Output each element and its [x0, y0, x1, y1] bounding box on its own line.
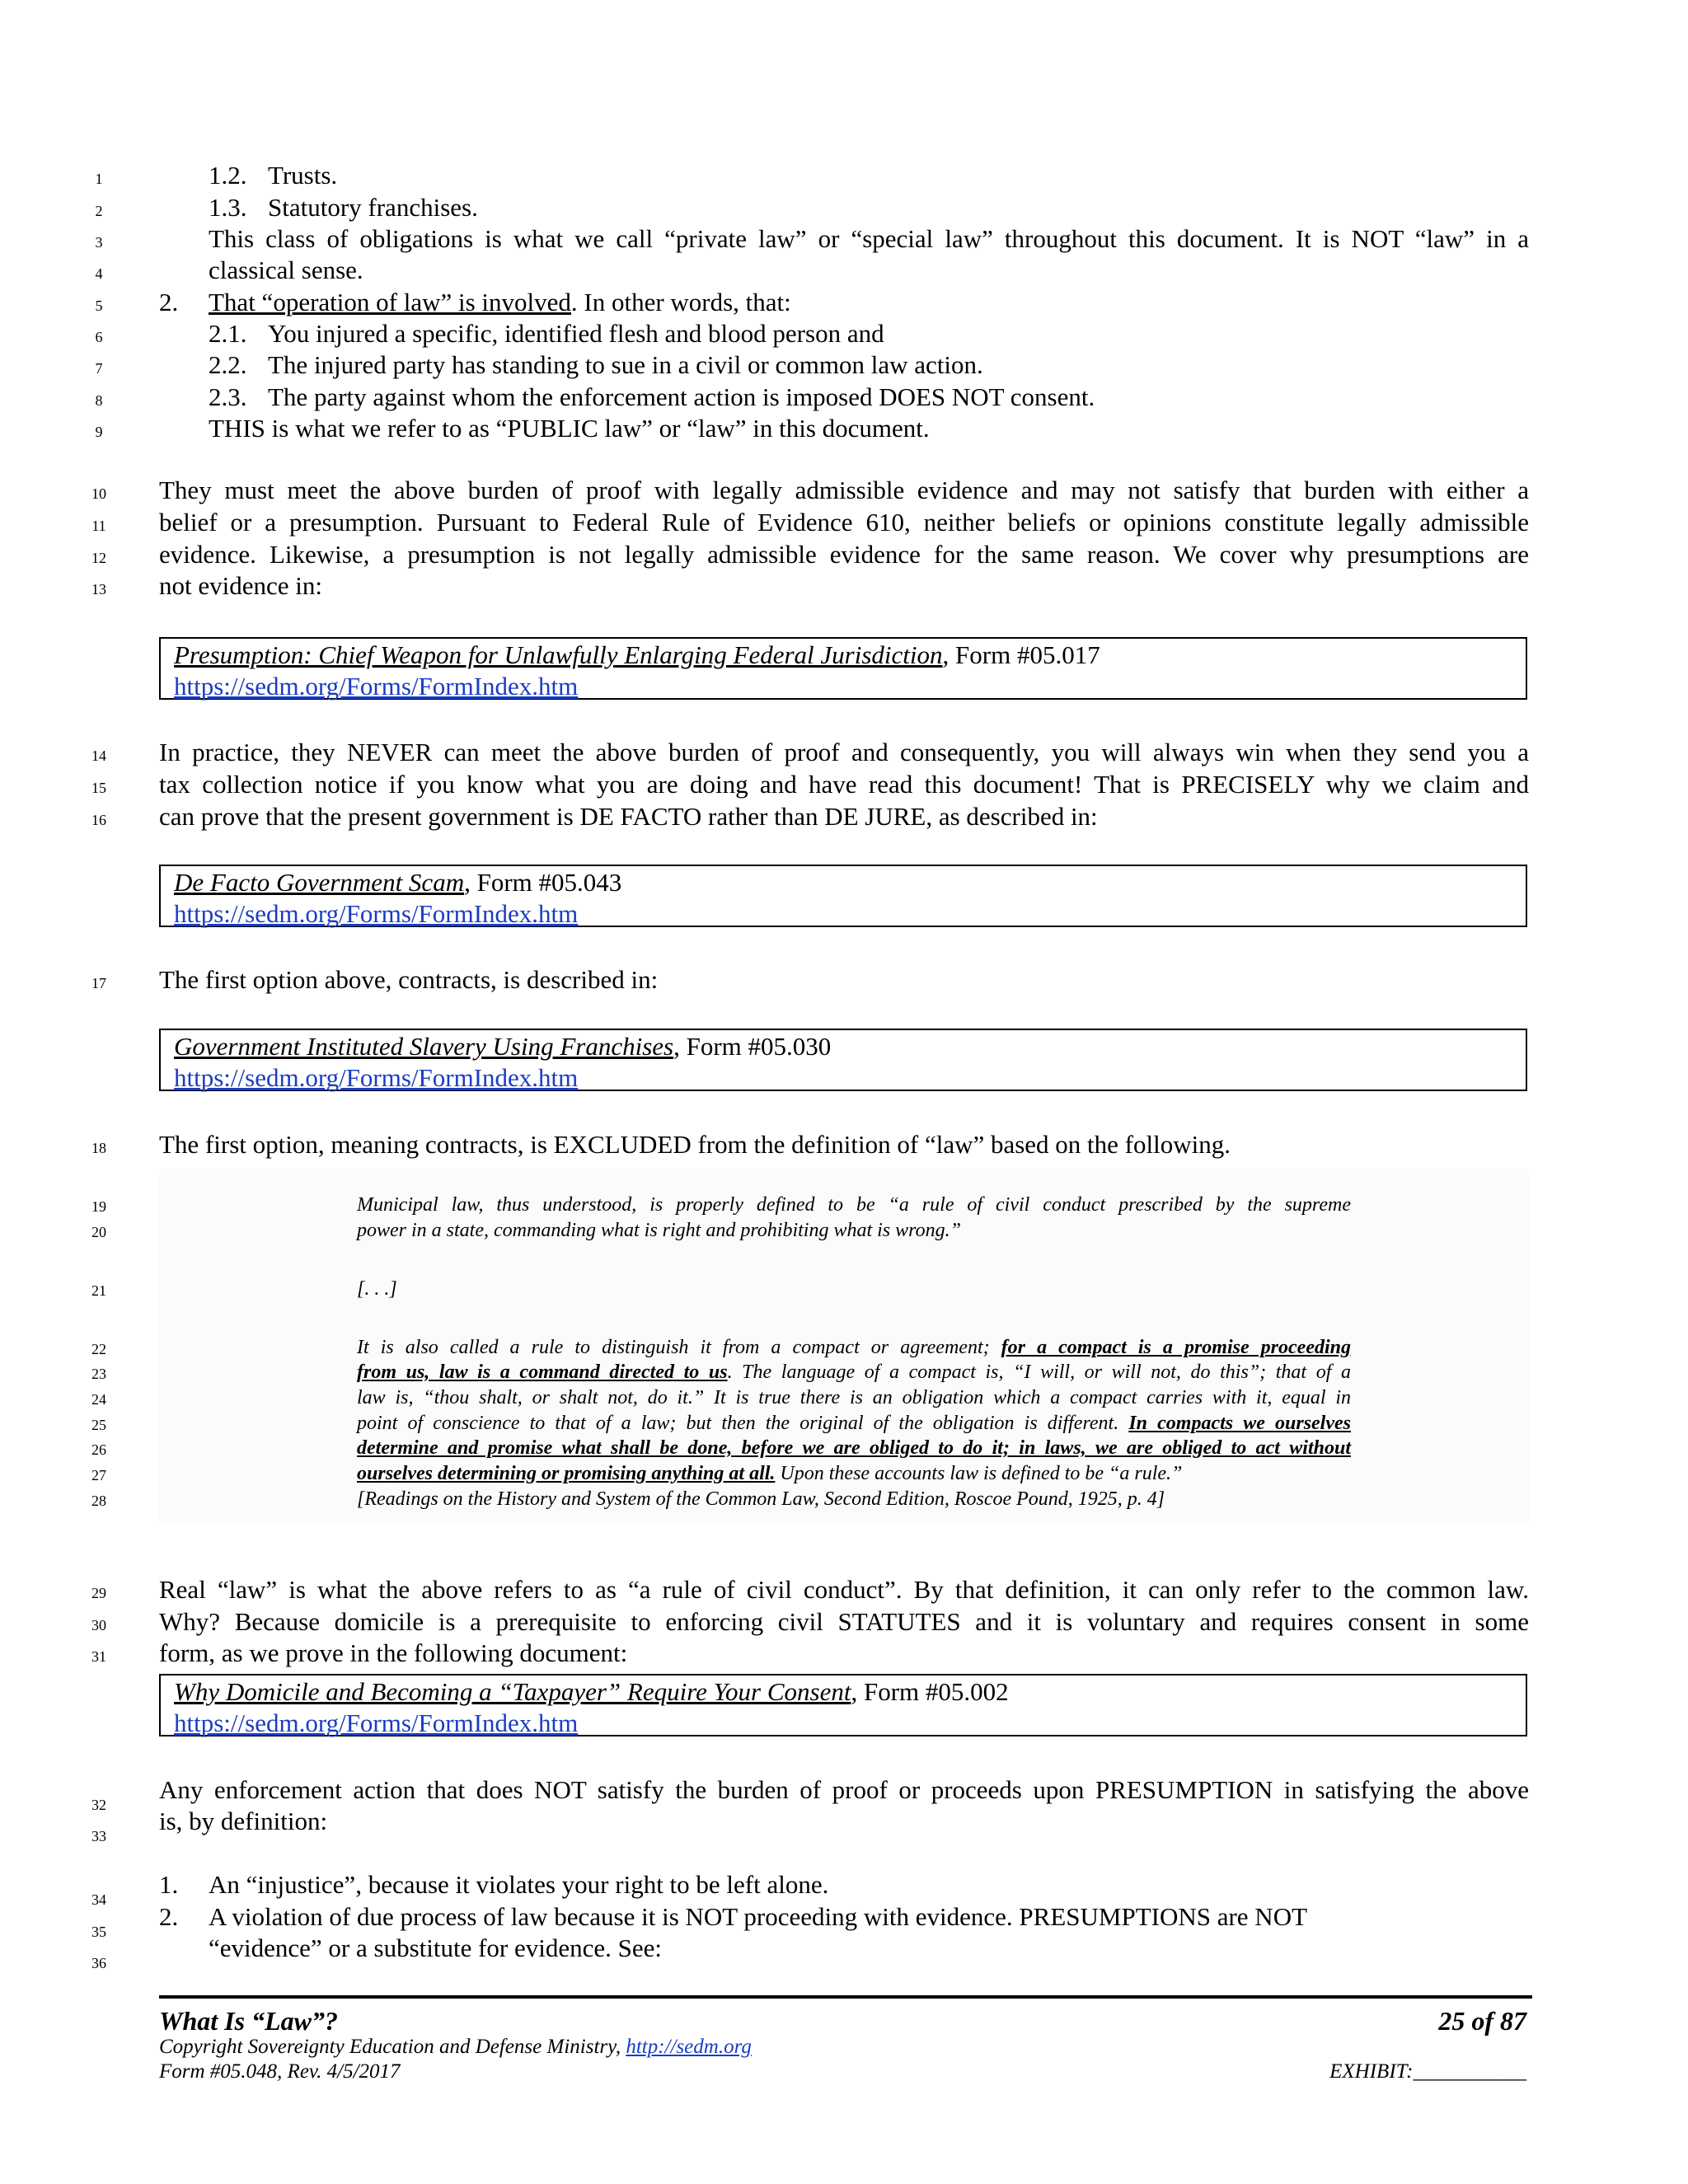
list-item: 1.2. Trusts. [209, 161, 338, 190]
line-number: 9 [95, 424, 103, 440]
line-number: 26 [91, 1441, 106, 1458]
quote-line: It is also called a rule to distinguish it from a compact or agreement; for a compact is a promise proceeding [357, 1337, 1351, 1358]
reference-title[interactable]: Why Domicile and Becoming a “Taxpayer” Require Your Consent [174, 1677, 851, 1706]
paragraph-line: evidence. Likewise, a presumption is not legally admissible evidence for the same reason. We cover why presumptions are [159, 540, 1529, 569]
paragraph-line: They must meet the above burden of proof with legally admissible evidence and may not satisfy that burden with either a [159, 476, 1529, 504]
footer-title: What Is “Law”? [159, 2006, 338, 2036]
quote-line: point of conscience to that of a law; but then the original of the obligation is different. In compacts we ourselves [357, 1413, 1351, 1434]
paragraph-line: is, by definition: [159, 1807, 328, 1835]
reference-link[interactable]: https://sedm.org/Forms/FormIndex.htm [174, 1708, 579, 1737]
list-item: 2.3. The party against whom the enforcement action is imposed DOES NOT consent. [209, 382, 1095, 411]
line-number: 14 [91, 748, 106, 764]
line-number: 11 [91, 518, 106, 534]
line-number: 4 [95, 265, 103, 282]
line-number: 25 [91, 1417, 106, 1433]
line-number: 36 [91, 1955, 106, 1971]
line-number: 32 [91, 1797, 106, 1813]
reference-box: Presumption: Chief Weapon for Unlawfully Enlarging Federal Jurisdiction, Form #05.017 https://sedm.org/Forms/FormIndex.htm [159, 637, 1527, 700]
paragraph-line: form, as we prove in the following document: [159, 1638, 628, 1667]
paragraph-line: not evidence in: [159, 571, 322, 600]
line-number: 18 [91, 1140, 106, 1156]
footer-exhibit: EXHIBIT:___________ [1329, 2060, 1526, 2083]
list-paragraph: classical sense. [209, 255, 363, 284]
reference-link[interactable]: https://sedm.org/Forms/FormIndex.htm [174, 672, 579, 701]
line-number: 13 [91, 581, 106, 598]
line-number: 21 [91, 1282, 106, 1299]
paragraph-line: belief or a presumption. Pursuant to Federal Rule of Evidence 610, neither beliefs or opinions constitute legally admissible [159, 508, 1529, 537]
quote-line: law is, “thou shalt, or shalt not, do it.” It is true there is an obligation which a compact carries with it, equal in [357, 1387, 1351, 1408]
quote-line: [. . .] [357, 1278, 397, 1300]
list-paragraph: This class of obligations is what we call “private law” or “special law” throughout this document. It is NOT “law” in a [209, 224, 1529, 253]
line-number: 23 [91, 1366, 106, 1382]
quote-line: Municipal law, thus understood, is properly defined to be “a rule of civil conduct prescribed by the supreme [357, 1194, 1351, 1216]
line-number: 28 [91, 1493, 106, 1509]
line-number: 3 [95, 234, 103, 251]
footer-link[interactable]: http://sedm.org [626, 2036, 752, 2058]
line-number: 34 [91, 1891, 106, 1908]
page-number: 25 of 87 [1438, 2006, 1526, 2036]
quote-line: from us, law is a command directed to us. The language of a compact is, “I will, or will not, do this”; that of a [357, 1361, 1351, 1383]
reference-title[interactable]: Government Instituted Slavery Using Franchises [174, 1032, 674, 1061]
line-number: 7 [95, 360, 103, 377]
list-item-continuation: “evidence” or a substitute for evidence. See: [209, 1933, 663, 1962]
line-number: 2 [95, 203, 103, 219]
list-item: 1. An “injustice”, because it violates your right to be left alone. [159, 1870, 829, 1899]
line-number: 30 [91, 1617, 106, 1633]
reference-box: Why Domicile and Becoming a “Taxpayer” Require Your Consent, Form #05.002 https://sedm.org/Forms/FormIndex.htm [159, 1674, 1527, 1736]
quote-citation: [Readings on the History and System of the Common Law, Second Edition, Roscoe Pound, 1925, p. 4] [357, 1488, 1165, 1510]
line-number: 16 [91, 812, 106, 828]
line-number: 1 [95, 171, 103, 187]
line-number: 33 [91, 1828, 106, 1844]
paragraph-line: can prove that the present government is DE FACTO rather than DE JURE, as described in: [159, 802, 1098, 831]
line-number: 24 [91, 1391, 106, 1408]
list-item: 2.2. The injured party has standing to sue in a civil or common law action. [209, 350, 983, 379]
quote-line: determine and promise what shall be done, before we are obliged to do it; in laws, we are obliged to act without [357, 1437, 1351, 1459]
line-number: 19 [91, 1198, 106, 1215]
line-number: 22 [91, 1341, 106, 1357]
line-number: 29 [91, 1585, 106, 1601]
line-number: 35 [91, 1924, 106, 1940]
reference-box: Government Instituted Slavery Using Franchises, Form #05.030 https://sedm.org/Forms/FormIndex.htm [159, 1029, 1527, 1091]
paragraph-line: In practice, they NEVER can meet the above burden of proof and consequently, you will always win when they send you a [159, 738, 1529, 766]
reference-title[interactable]: De Facto Government Scam [174, 868, 465, 897]
line-number: 10 [91, 485, 106, 502]
paragraph-line: Any enforcement action that does NOT satisfy the burden of proof or proceeds upon PRESUMPTION in satisfying the above [159, 1775, 1529, 1804]
footer-copyright: Copyright Sovereignty Education and Defense Ministry, http://sedm.org [159, 2036, 752, 2058]
reference-link[interactable]: https://sedm.org/Forms/FormIndex.htm [174, 899, 579, 928]
list-paragraph: THIS is what we refer to as “PUBLIC law” or “law” in this document. [209, 414, 930, 443]
reference-title[interactable]: Presumption: Chief Weapon for Unlawfully Enlarging Federal Jurisdiction [174, 640, 943, 669]
reference-link[interactable]: https://sedm.org/Forms/FormIndex.htm [174, 1063, 579, 1092]
line-number: 17 [91, 975, 106, 991]
paragraph-line: Why? Because domicile is a prerequisite to enforcing civil STATUTES and it is voluntary and requires consent in some [159, 1607, 1529, 1636]
paragraph-line: The first option, meaning contracts, is EXCLUDED from the definition of “law” based on the following. [159, 1130, 1231, 1159]
line-number: 20 [91, 1224, 106, 1240]
footer-divider [159, 1995, 1532, 1999]
line-number: 5 [95, 298, 103, 314]
list-item: 2. A violation of due process of law because it is NOT proceeding with evidence. PRESUMPTIONS are NOT [159, 1902, 1308, 1931]
quote-line: power in a state, commanding what is right and prohibiting what is wrong.” [357, 1220, 961, 1241]
reference-box: De Facto Government Scam, Form #05.043 https://sedm.org/Forms/FormIndex.htm [159, 865, 1527, 927]
paragraph-line: The first option above, contracts, is described in: [159, 965, 659, 994]
line-number: 15 [91, 780, 106, 796]
footer-form: Form #05.048, Rev. 4/5/2017 [159, 2060, 401, 2083]
line-number: 27 [91, 1467, 106, 1483]
paragraph-line: tax collection notice if you know what you are doing and have read this document! That is PRECISELY why we claim and [159, 770, 1529, 799]
list-item: 2.1. You injured a specific, identified flesh and blood person and [209, 319, 884, 348]
paragraph-line: Real “law” is what the above refers to as “a rule of civil conduct”. By that definition, it can only refer to the common law. [159, 1575, 1529, 1604]
list-item: 2. That “operation of law” is involved. In other words, that: [159, 288, 791, 316]
line-number: 6 [95, 329, 103, 345]
quote-line: ourselves determining or promising anything at all. Upon these accounts law is defined to be “a rule.” [357, 1463, 1183, 1484]
line-number: 12 [91, 550, 106, 566]
line-number: 31 [91, 1648, 106, 1665]
list-item: 1.3. Statutory franchises. [209, 193, 478, 222]
line-number: 8 [95, 392, 103, 409]
